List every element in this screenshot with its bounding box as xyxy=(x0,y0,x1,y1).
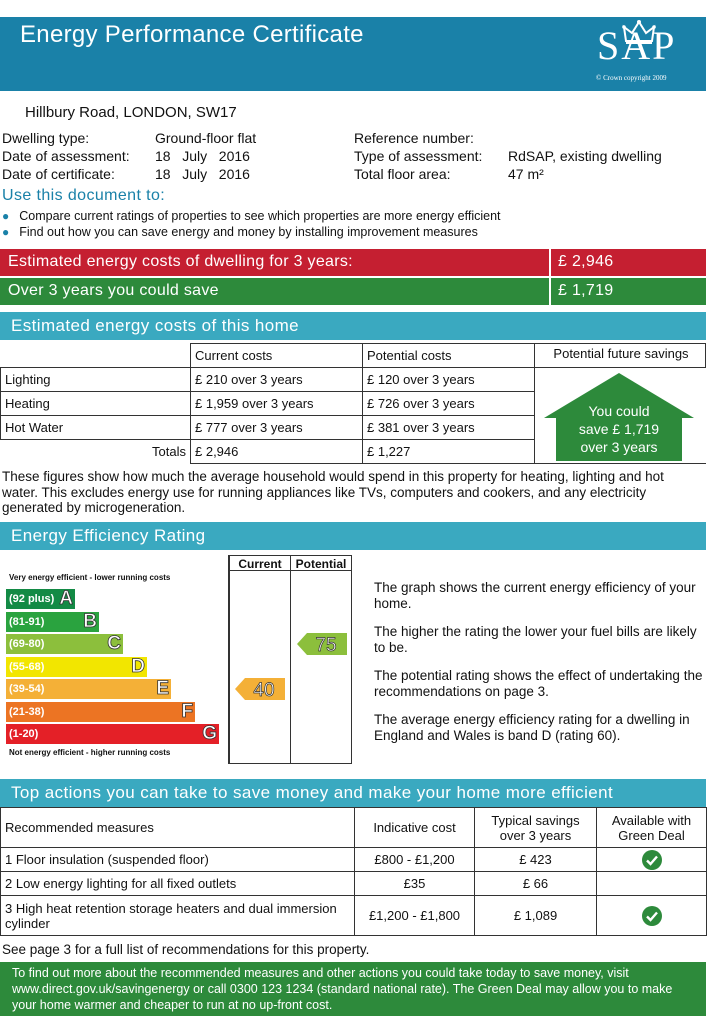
assessment-type-value: RdSAP, existing dwelling xyxy=(508,148,662,164)
costs-section-header: Estimated energy costs of this home xyxy=(0,312,706,340)
potential-rating-arrow xyxy=(297,633,347,655)
row-label: Hot Water xyxy=(1,416,191,440)
potential-cost: £ 726 over 3 years xyxy=(363,392,535,416)
future-savings-header: Potential future savings xyxy=(553,346,689,361)
savings-label: Over 3 years you could save xyxy=(8,282,219,299)
measure: 1 Floor insulation (suspended floor) xyxy=(1,848,355,872)
potential-rating-value: 75 xyxy=(315,635,337,655)
band-letter: B xyxy=(83,610,97,632)
green-deal-cell xyxy=(597,872,707,896)
indicative-cost: £1,200 - £1,800 xyxy=(355,896,475,936)
dwelling-type-label: Dwelling type: xyxy=(2,130,90,146)
current-costs-header: Current costs xyxy=(191,344,363,368)
dwelling-type-value: Ground-floor flat xyxy=(155,130,257,146)
efficiency-text: The graph shows the current energy efficiency of your home. xyxy=(374,580,696,611)
see-page-note: See page 3 for a full list of recommendations for this property. xyxy=(2,942,370,957)
property-address: Hillbury Road, LONDON, SW17 xyxy=(25,104,237,121)
footer-info: To find out more about the recommended measures and other actions you could take today to save money, visit www.direct.gov.uk/savingenergy or call 0300 123 1234 (standard national rate). The Green Deal may allow you to make your home warmer and cheaper to run at no up-front cost. xyxy=(0,962,706,1016)
estimated-costs-value: £ 2,946 xyxy=(558,253,614,270)
band-letter: E xyxy=(156,678,169,699)
rating-band-f xyxy=(6,702,195,722)
green-deal-cell xyxy=(597,896,707,936)
band-range: (39-54) xyxy=(9,683,45,695)
bullet-item: ● Find out how you can save energy and money by installing improvement measures xyxy=(2,225,478,239)
totals-current: £ 2,946 xyxy=(191,440,363,464)
rating-band-e xyxy=(6,679,171,699)
reference-label: Reference number: xyxy=(354,130,474,146)
sap-logo: SAP xyxy=(597,23,677,68)
measure: 2 Low energy lighting for all fixed outlets xyxy=(1,872,355,896)
eer-bottom-label: Not energy efficient - higher running costs xyxy=(9,748,171,757)
table-row xyxy=(1,368,535,392)
savings-bar xyxy=(0,278,706,305)
bullet-item: ● Compare current ratings of properties to see which properties are more energy efficient xyxy=(2,209,501,223)
savings-header: Typical savings over 3 years xyxy=(475,808,597,848)
use-document-title: Use this document to: xyxy=(2,187,166,204)
potential-costs-header: Potential costs xyxy=(363,344,535,368)
current-rating-arrow xyxy=(235,678,285,700)
typical-savings: £ 1,089 xyxy=(475,896,597,936)
band-range: (21-38) xyxy=(9,705,45,718)
current-cost: £ 777 over 3 years xyxy=(191,416,363,440)
cost-header: Indicative cost xyxy=(355,808,475,848)
rating-band-c xyxy=(6,634,123,654)
band-letter: C xyxy=(107,633,121,654)
rating-band-g xyxy=(6,724,219,744)
green-deal-header: Available with Green Deal xyxy=(597,808,707,848)
current-cost: £ 1,959 over 3 years xyxy=(191,392,363,416)
table-row xyxy=(1,848,707,872)
floor-area-value: 47 m² xyxy=(508,166,544,182)
totals-potential: £ 1,227 xyxy=(363,440,535,464)
indicative-cost: £35 xyxy=(355,872,475,896)
band-range: (55-68) xyxy=(9,660,45,673)
band-range: (81-91) xyxy=(9,615,45,628)
efficiency-text: The higher the rating the lower your fuel bills are likely to be. xyxy=(374,624,697,655)
page-title: Energy Performance Certificate xyxy=(20,21,364,48)
efficiency-section-header: Energy Efficiency Rating xyxy=(0,522,706,550)
current-column xyxy=(229,555,291,764)
estimated-costs-bar xyxy=(0,249,706,276)
efficiency-text: The average energy efficiency rating for a dwelling in England and Wales is band D (rating 60). xyxy=(374,712,690,743)
assessment-type-label: Type of assessment: xyxy=(354,148,483,164)
totals-label: Totals xyxy=(1,440,191,464)
band-letter: G xyxy=(202,723,217,744)
date-assessment-label: Date of assessment: xyxy=(2,148,130,164)
table-row xyxy=(1,896,707,936)
floor-area-label: Total floor area: xyxy=(354,166,451,182)
actions-table xyxy=(0,807,707,936)
date-assessment-value: 18 July 2016 xyxy=(155,148,250,164)
costs-table xyxy=(0,343,535,464)
current-rating-value: 40 xyxy=(253,680,275,700)
indicative-cost: £800 - £1,200 xyxy=(355,848,475,872)
potential-cost: £ 120 over 3 years xyxy=(363,368,535,392)
table-row xyxy=(1,416,535,440)
totals-row xyxy=(1,440,535,464)
band-range: (69-80) xyxy=(9,638,45,650)
tick-icon xyxy=(642,906,662,926)
tick-icon xyxy=(642,850,662,870)
typical-savings: £ 423 xyxy=(475,848,597,872)
rating-band-d xyxy=(6,657,147,677)
band-range: (92 plus) xyxy=(9,593,55,605)
estimated-costs-label: Estimated energy costs of dwelling for 3 years: xyxy=(8,253,353,270)
row-label: Lighting xyxy=(1,368,191,392)
band-letter: D xyxy=(131,655,145,677)
green-deal-cell xyxy=(597,848,707,872)
date-certificate-value: 18 July 2016 xyxy=(155,166,250,182)
eer-top-label: Very energy efficient - lower running costs xyxy=(9,573,171,582)
rating-band-b xyxy=(6,612,99,632)
band-letter: A xyxy=(59,588,73,609)
band-letter: F xyxy=(181,700,193,722)
measures-header: Recommended measures xyxy=(1,808,355,848)
row-label: Heating xyxy=(1,392,191,416)
typical-savings: £ 66 xyxy=(475,872,597,896)
table-row xyxy=(1,392,535,416)
current-column-header: Current xyxy=(238,557,282,571)
future-savings-text: You could save £ 1,719 over 3 years xyxy=(578,403,660,455)
measure: 3 High heat retention storage heaters and dual immersion cylinder xyxy=(1,896,355,936)
potential-cost: £ 381 over 3 years xyxy=(363,416,535,440)
potential-column-header: Potential xyxy=(295,557,347,571)
actions-section-header: Top actions you can take to save money and make your home more efficient xyxy=(0,779,706,807)
potential-column xyxy=(290,555,352,764)
date-certificate-label: Date of certificate: xyxy=(2,166,115,182)
rating-band-a xyxy=(6,589,75,609)
costs-note: These figures show how much the average household would spend in this property for heating, lighting and hot water. This excludes energy use for running appliances like TVs, computers and cookers, and any electricity generated by microgeneration. xyxy=(2,469,664,515)
crown-copyright: © Crown copyright 2009 xyxy=(596,74,667,82)
current-cost: £ 210 over 3 years xyxy=(191,368,363,392)
savings-value: £ 1,719 xyxy=(558,282,614,299)
efficiency-text: The potential rating shows the effect of undertaking the recommendations on page 3. xyxy=(374,668,703,699)
band-range: (1-20) xyxy=(9,728,39,740)
table-row xyxy=(1,872,707,896)
